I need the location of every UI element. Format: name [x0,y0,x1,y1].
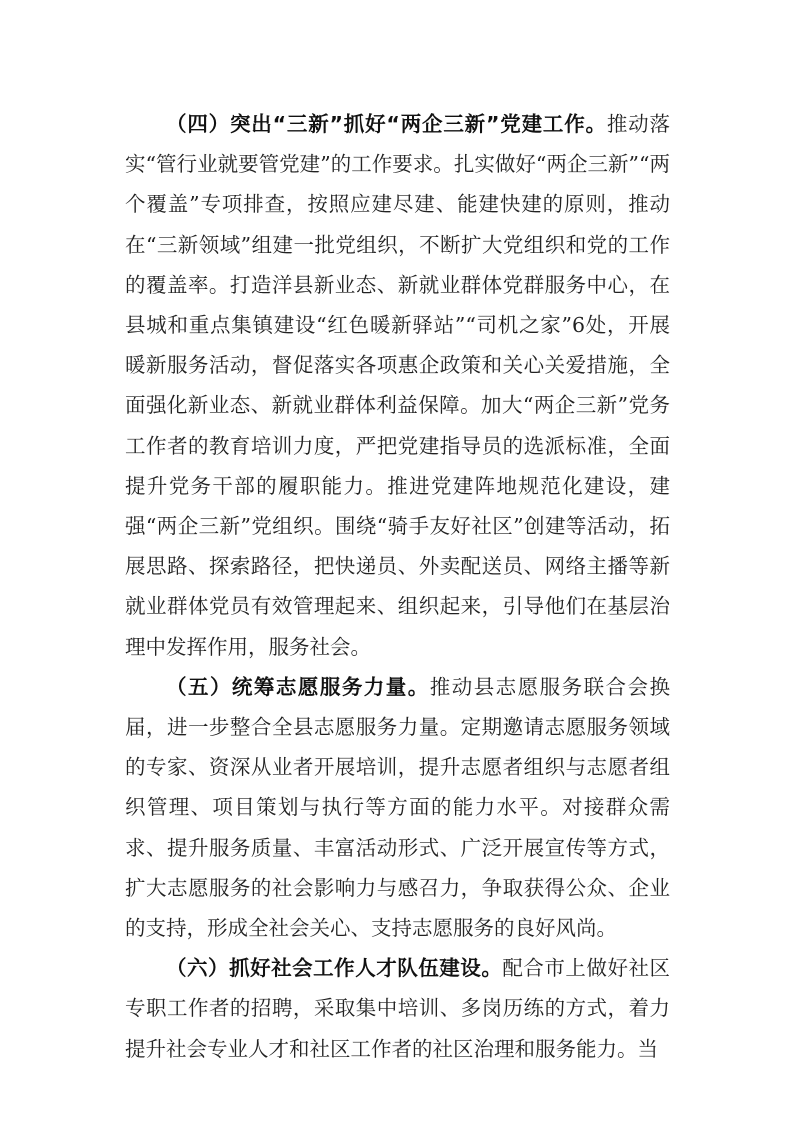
paragraph-heading: （六）抓好社会工作人才队伍建设。 [166,956,503,981]
paragraph-heading: （五）统筹志愿服务力量。 [166,674,430,699]
document-body [125,104,670,1069]
paragraph-text: 推动县志愿服务联合会换届，进一步整合全县志愿服务力量。定期邀请志愿服务领域的专家、资深从业者开展培训，提升志愿者组织与志愿者组织管理、项目策划与执行等方面的能力水平。对接群众需求、提升服务质量、丰富活动形式、广泛开展宣传等方式，扩大志愿服务的社会影响力与感召力，争取获得公众、企业的支持，形成全社会关心、支持志愿服务的良好风尚。 [125,674,671,941]
paragraph-text: 推动落实“管行业就要管党建”的工作要求。扎实做好“两企三新”“两个覆盖”专项排查，按照应建尽建、能建快建的原则，推动在“三新领域”组建一批党组织，不断扩大党组织和党的工作的覆盖率。打造洋县新业态、新就业群体党群服务中心，在县城和重点集镇建设“红色暖新驿站”“司机之家”6处，开展暖新服务活动，督促落实各项惠企政策和关心关爱措施，全面强化新业态、新就业群体利益保障。加大“两企三新”党务工作者的教育培训力度，严把党建指导员的选派标准，全面提升党务干部的履职能力。推进党建阵地规范化建设，建强“两企三新”党组织。围绕“骑手友好社区”创建等活动，拓展思路、探索路径，把快递员、外卖配送员、网络主播等新就业群体党员有效管理起来、组织起来，引导他们在基层治理中发挥作用，服务社会。 [125,112,670,659]
paragraph-social-work-talent [125,948,670,1069]
paragraph-volunteer-service [125,667,670,948]
paragraph-text: 配合市上做好社区专职工作者的招聘，采取集中培训、多岗历练的方式，着力提升社会专业人才和社区工作者的社区治理和服务能力。当 [125,956,671,1061]
paragraph-party-building [125,104,670,667]
paragraph-heading: （四）突出“三新”抓好“两企三新”党建工作。 [166,112,607,136]
